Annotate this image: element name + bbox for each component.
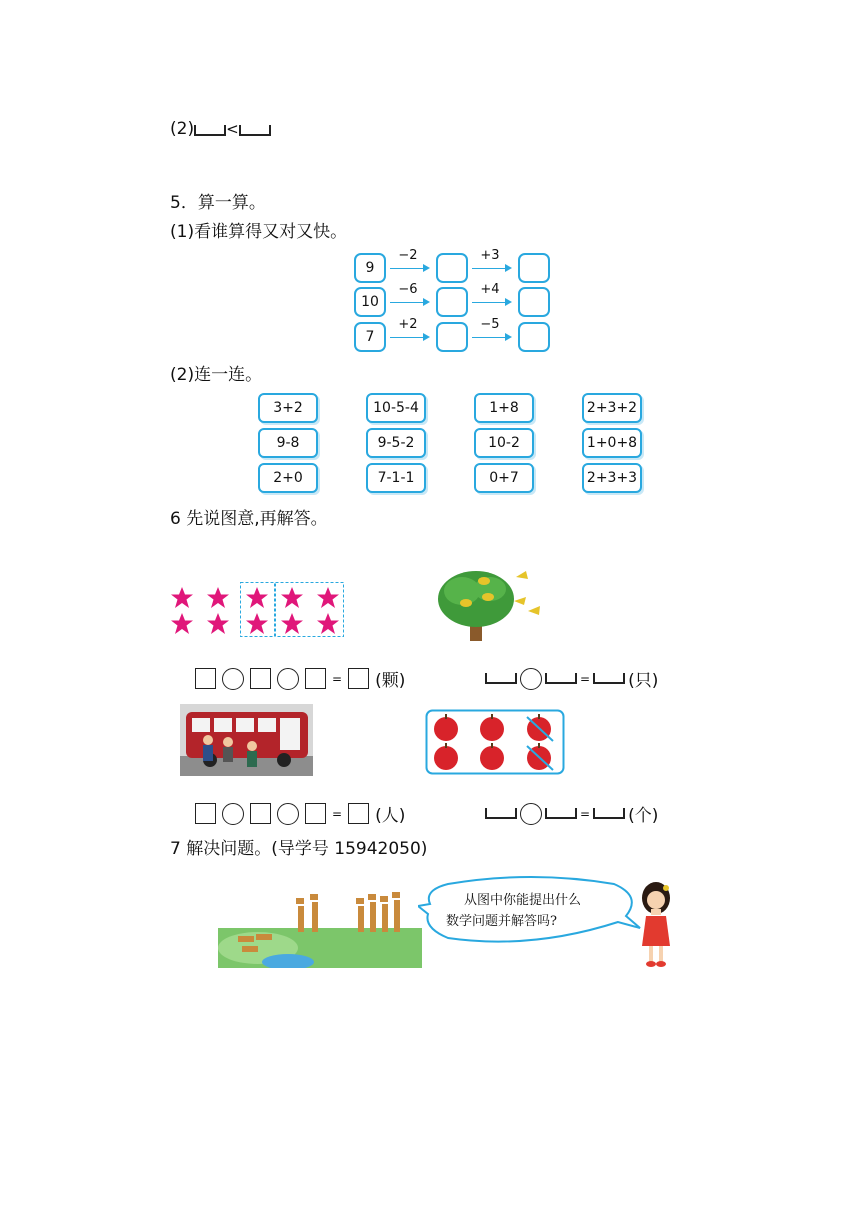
- match-card[interactable]: 2+3+3: [582, 463, 642, 493]
- match-card[interactable]: 10-2: [474, 428, 534, 458]
- chain-answer-box[interactable]: [518, 287, 550, 317]
- chain-op: −5: [480, 317, 500, 332]
- answer-blank[interactable]: [593, 673, 625, 684]
- bird-icon: [460, 599, 472, 607]
- operator-circle[interactable]: [277, 668, 299, 690]
- giraffe-icon: [310, 894, 318, 932]
- answer-box[interactable]: [195, 803, 216, 824]
- answer-box[interactable]: [250, 803, 271, 824]
- operator-circle[interactable]: [222, 803, 244, 825]
- star-icon: [246, 613, 268, 634]
- giraffe-icon: [238, 936, 254, 942]
- equals-sign: =: [332, 671, 343, 686]
- answer-blank[interactable]: [239, 125, 271, 136]
- chain-answer-box[interactable]: [436, 287, 468, 317]
- equals-sign: =: [580, 806, 591, 821]
- match-card[interactable]: 3+2: [258, 393, 318, 423]
- chain-answer-box[interactable]: [436, 253, 468, 283]
- arrow-icon: [472, 268, 510, 269]
- giraffes-picture: [218, 888, 422, 968]
- answer-box[interactable]: [348, 668, 369, 689]
- less-than-sign: <: [226, 120, 239, 138]
- giraffe-icon: [242, 946, 258, 952]
- answer-box[interactable]: [305, 803, 326, 824]
- match-card[interactable]: 1+0+8: [582, 428, 642, 458]
- q4-item2: [170, 118, 271, 140]
- arrow-icon: [390, 302, 428, 303]
- person-icon: [247, 741, 257, 767]
- chain-start-box: 9: [354, 253, 386, 283]
- star-icon: [246, 587, 268, 608]
- q6-title: 6 先说图意,再解答。: [170, 509, 328, 529]
- answer-box[interactable]: [250, 668, 271, 689]
- operator-circle[interactable]: [520, 668, 542, 690]
- answer-blank[interactable]: [194, 125, 226, 136]
- chain-op: −6: [398, 282, 418, 297]
- star-icon: [207, 587, 229, 608]
- chain-answer-box[interactable]: [518, 253, 550, 283]
- star-icon: [171, 613, 193, 634]
- stars-picture: [166, 580, 350, 640]
- bird-icon: [482, 593, 494, 601]
- star-icon: [281, 587, 303, 608]
- match-card[interactable]: 2+3+2: [582, 393, 642, 423]
- giraffe-icon: [368, 894, 376, 932]
- chain-answer-box[interactable]: [436, 322, 468, 352]
- tree-birds-picture: [432, 565, 552, 643]
- chain-start-box: 7: [354, 322, 386, 352]
- answer-box[interactable]: [305, 668, 326, 689]
- match-card[interactable]: 10-5-4: [366, 393, 426, 423]
- chain-op: +4: [480, 282, 500, 297]
- unit-label: (人): [375, 806, 406, 826]
- girl-picture: [636, 880, 676, 972]
- birds-equation: [485, 666, 658, 691]
- answer-blank[interactable]: [485, 673, 517, 684]
- unit-label: (只): [628, 671, 659, 691]
- bus-picture: [180, 704, 313, 776]
- arrow-icon: [390, 337, 428, 338]
- chain-start-box: 10: [354, 287, 386, 317]
- bird-icon: [528, 606, 540, 615]
- chain-op: +2: [398, 317, 418, 332]
- star-icon: [281, 613, 303, 634]
- q5-sub1: (1)看谁算得又对又快。: [170, 222, 348, 242]
- answer-blank[interactable]: [485, 808, 517, 819]
- giraffe-icon: [356, 898, 364, 932]
- operator-circle[interactable]: [520, 803, 542, 825]
- match-card[interactable]: 1+8: [474, 393, 534, 423]
- arrow-icon: [472, 337, 510, 338]
- bird-icon: [514, 597, 526, 605]
- bus-equation: [195, 801, 405, 826]
- chain-answer-box[interactable]: [518, 322, 550, 352]
- apples-equation: [485, 801, 658, 826]
- operator-circle[interactable]: [222, 668, 244, 690]
- q5-sub2: (2)连一连。: [170, 365, 263, 385]
- answer-box[interactable]: [348, 803, 369, 824]
- equals-sign: =: [332, 806, 343, 821]
- stars-equation: [195, 666, 405, 691]
- giraffe-icon: [380, 896, 388, 932]
- star-icon: [317, 587, 339, 608]
- star-icon: [317, 613, 339, 634]
- match-card[interactable]: 7-1-1: [366, 463, 426, 493]
- bubble-line2: 数学问题并解答吗?: [446, 914, 557, 929]
- match-card[interactable]: 9-8: [258, 428, 318, 458]
- equals-sign: =: [580, 671, 591, 686]
- calc-chains: [352, 250, 562, 355]
- chain-op: −2: [398, 248, 418, 263]
- answer-blank[interactable]: [545, 673, 577, 684]
- unit-label: (颗): [375, 671, 406, 691]
- arrow-icon: [472, 302, 510, 303]
- star-icon: [171, 587, 193, 608]
- unit-label: (个): [628, 806, 659, 826]
- operator-circle[interactable]: [277, 803, 299, 825]
- bubble-text: [446, 890, 616, 932]
- answer-blank[interactable]: [545, 808, 577, 819]
- q4-item2-prefix: (2): [170, 119, 195, 139]
- match-card[interactable]: 2+0: [258, 463, 318, 493]
- bubble-line1: 从图中你能提出什么: [464, 893, 582, 908]
- match-card[interactable]: 9-5-2: [366, 428, 426, 458]
- person-icon: [203, 735, 213, 761]
- q7-title: 7 解决问题。(导学号 15942050): [170, 839, 428, 859]
- chain-op: +3: [480, 248, 500, 263]
- giraffe-icon: [256, 934, 272, 940]
- answer-blank[interactable]: [593, 808, 625, 819]
- arrow-icon: [390, 268, 428, 269]
- answer-box[interactable]: [195, 668, 216, 689]
- q5-title: 5．算一算。: [170, 193, 266, 213]
- giraffe-icon: [392, 892, 400, 932]
- person-icon: [223, 737, 233, 762]
- star-icon: [207, 613, 229, 634]
- match-cards: [258, 393, 648, 493]
- giraffe-icon: [296, 898, 304, 932]
- match-card[interactable]: 0+7: [474, 463, 534, 493]
- apples-picture: [425, 709, 565, 775]
- bird-icon: [516, 571, 528, 579]
- bird-icon: [478, 577, 490, 585]
